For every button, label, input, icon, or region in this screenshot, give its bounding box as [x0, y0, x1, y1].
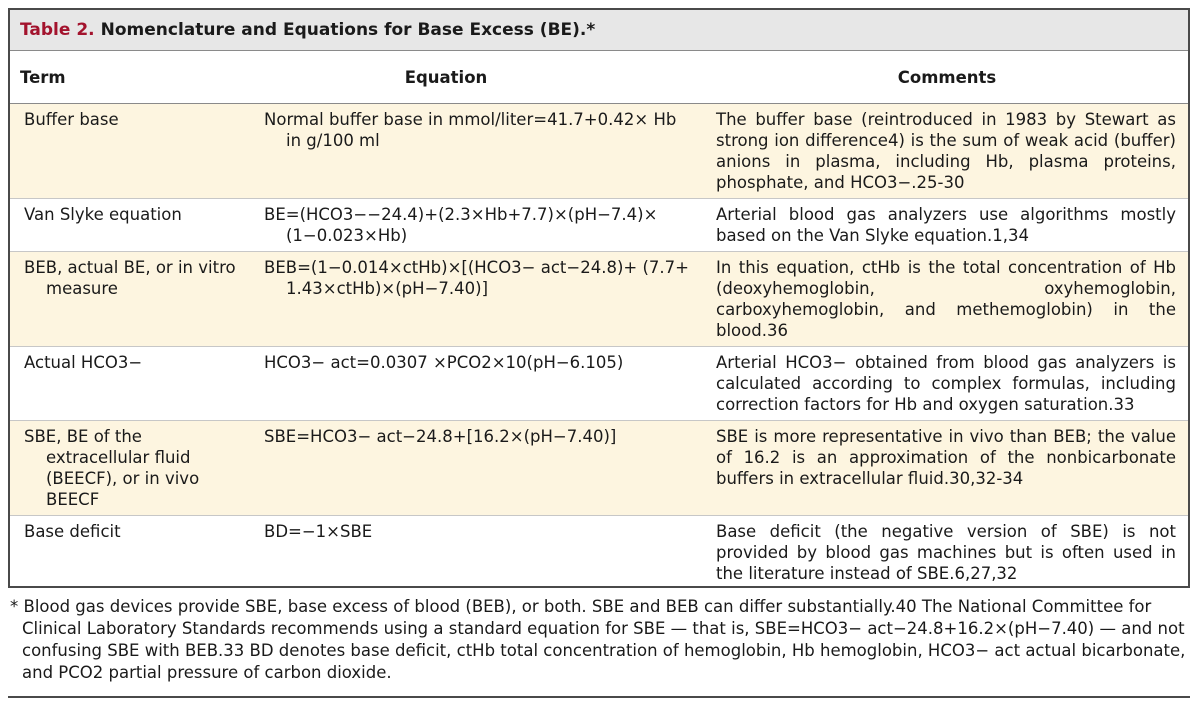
table-label: Table 2. — [20, 20, 95, 40]
row-comment: Arterial HCO3− obtained from blood gas analyzers is calculated according to complex formulas, including correction factors for Hb and oxygen saturation.33 — [706, 347, 1188, 421]
row-term: BEB, actual BE, or in vitro measure — [10, 252, 256, 347]
table-row — [10, 104, 1188, 199]
row-equation: SBE=HCO3− act−24.8+[16.2×(pH−7.40)] — [256, 421, 706, 516]
bottom-divider — [8, 696, 1190, 698]
row-comment: In this equation, ctHb is the total concentration of Hb (deoxyhemoglobin, oxyhemoglobin, carboxyhemoglobin, and methemoglobin) in the blood.36 — [706, 252, 1188, 347]
row-equation: BE=(HCO3−−24.4)+(2.3×Hb+7.7)×(pH−7.4)× (1−0.023×Hb) — [256, 199, 706, 252]
table-footnote: * Blood gas devices provide SBE, base excess of blood (BEB), or both. SBE and BEB can differ substantially.40 The National Committee for Clinical Laboratory Standards recommends using a standard equation for SBE — that is, SBE=HCO3− act−24.8+16.2×(pH−7.40) — and not confusing SBE with BEB.33 BD denotes base deficit, ctHb total concentration of hemoglobin, Hb hemoglobin, HCO3− act actual bicarbonate, and PCO2 partial pressure of carbon dioxide. — [10, 597, 1186, 682]
header-term: Term — [10, 51, 256, 104]
row-comment: The buffer base (reintroduced in 1983 by Stewart as strong ion difference4) is the sum of weak acid (buffer) anions in plasma, including Hb, plasma proteins, phosphate, and HCO3−.25-30 — [706, 104, 1188, 199]
row-comment: Base deficit (the negative version of SBE) is not provided by blood gas machines but is often used in the literature instead of SBE.6,27,32 — [716, 522, 1176, 583]
table-row — [10, 516, 1188, 590]
row-equation: HCO3− act=0.0307 ×PCO2×10(pH−6.105) — [256, 347, 706, 421]
table-row — [10, 347, 1188, 421]
table-header-row — [10, 51, 1188, 104]
table-row — [10, 252, 1188, 347]
row-equation: BD=−1×SBE — [264, 522, 373, 541]
row-term: SBE, BE of the extracellular fluid (BEECF), or in vivo BEECF — [10, 421, 256, 516]
nomenclature-table — [10, 51, 1188, 589]
row-term: Van Slyke equation — [10, 199, 256, 252]
table-row — [10, 199, 1188, 252]
table-title-bar — [10, 10, 1188, 51]
table-title: Nomenclature and Equations for Base Excess (BE).* — [100, 20, 596, 40]
row-equation: Normal buffer base in mmol/liter=41.7+0.42× Hb in g/100 ml — [256, 104, 706, 199]
row-comment: Arterial blood gas analyzers use algorithms mostly based on the Van Slyke equation.1,34 — [706, 199, 1188, 252]
row-term: Actual HCO3− — [10, 347, 256, 421]
table-frame — [8, 8, 1190, 588]
row-term: Base deficit — [24, 522, 121, 541]
row-comment: SBE is more representative in vivo than BEB; the value of 16.2 is an approximation of the nonbicarbonate buffers in extracellular fluid.30,32-34 — [706, 421, 1188, 516]
header-equation: Equation — [256, 51, 706, 104]
table-row — [10, 421, 1188, 516]
header-comments: Comments — [706, 51, 1188, 104]
row-term: Buffer base — [10, 104, 256, 199]
row-equation: BEB=(1−0.014×ctHb)×[(HCO3− act−24.8)+ (7.7+ 1.43×ctHb)×(pH−7.40)] — [256, 252, 706, 347]
